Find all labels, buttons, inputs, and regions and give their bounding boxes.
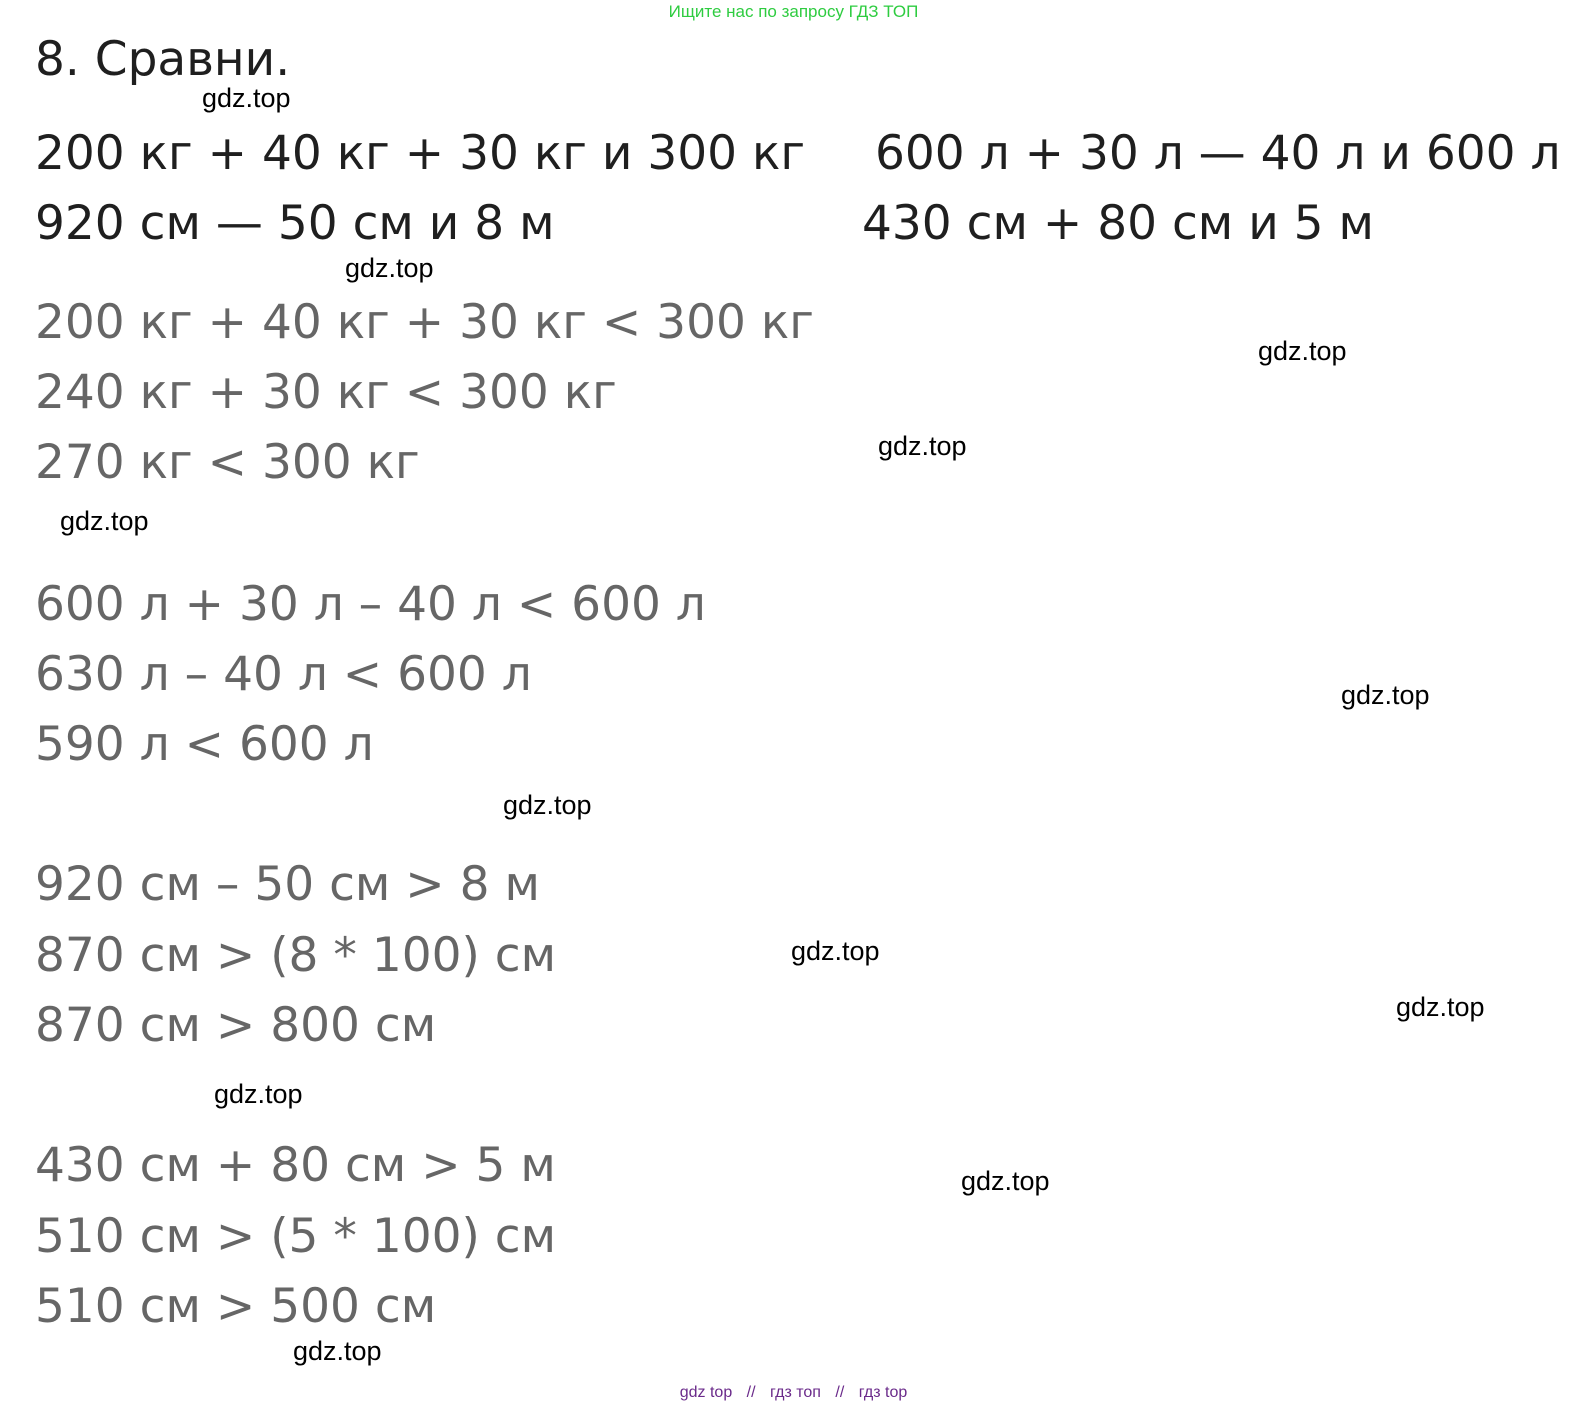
page-title: 8. Сравни. — [35, 32, 291, 87]
task-volume: 600 л + 30 л — 40 л и 600 л — [875, 126, 1561, 181]
footer-item: гдз топ — [770, 1384, 821, 1401]
solution-line: 600 л + 30 л – 40 л < 600 л — [35, 577, 706, 632]
watermark: gdz.top — [60, 506, 149, 536]
solution-line: 870 см > 800 см — [35, 998, 437, 1053]
solution-line: 590 л < 600 л — [35, 717, 374, 772]
watermark: gdz.top — [1396, 992, 1485, 1022]
watermark: gdz.top — [503, 790, 592, 820]
watermark: gdz.top — [878, 431, 967, 461]
footer-separator: // — [835, 1384, 845, 1401]
solution-line: 430 см + 80 см > 5 м — [35, 1138, 556, 1193]
solution-line: 240 кг + 30 кг < 300 кг — [35, 365, 617, 420]
footer — [0, 1383, 1587, 1403]
watermark: gdz.top — [961, 1166, 1050, 1196]
solution-line: 270 кг < 300 кг — [35, 435, 420, 490]
watermark: gdz.top — [293, 1336, 382, 1366]
watermark: gdz.top — [214, 1079, 303, 1109]
task-length-2: 430 см + 80 см и 5 м — [862, 196, 1374, 251]
watermark: gdz.top — [791, 936, 880, 966]
solution-line: 870 см > (8 * 100) см — [35, 928, 557, 983]
solution-line: 510 см > 500 см — [35, 1279, 437, 1334]
solution-line: 510 см > (5 * 100) см — [35, 1209, 557, 1264]
solution-line: 200 кг + 40 кг + 30 кг < 300 кг — [35, 295, 814, 350]
task-mass: 200 кг + 40 кг + 30 кг и 300 кг — [35, 126, 806, 181]
watermark: gdz.top — [1258, 336, 1347, 366]
solution-line: 920 см – 50 см > 8 м — [35, 857, 540, 912]
footer-item: гдз top — [858, 1384, 908, 1401]
solution-line: 630 л – 40 л < 600 л — [35, 647, 532, 702]
watermark: gdz.top — [1341, 680, 1430, 710]
watermark: gdz.top — [345, 253, 434, 283]
footer-item: gdz top — [679, 1384, 733, 1401]
watermark: gdz.top — [202, 83, 291, 113]
task-length-1: 920 см — 50 см и 8 м — [35, 196, 555, 251]
top-banner: Ищите нас по запросу ГДЗ ТОП — [668, 2, 919, 21]
footer-separator: // — [746, 1384, 756, 1401]
